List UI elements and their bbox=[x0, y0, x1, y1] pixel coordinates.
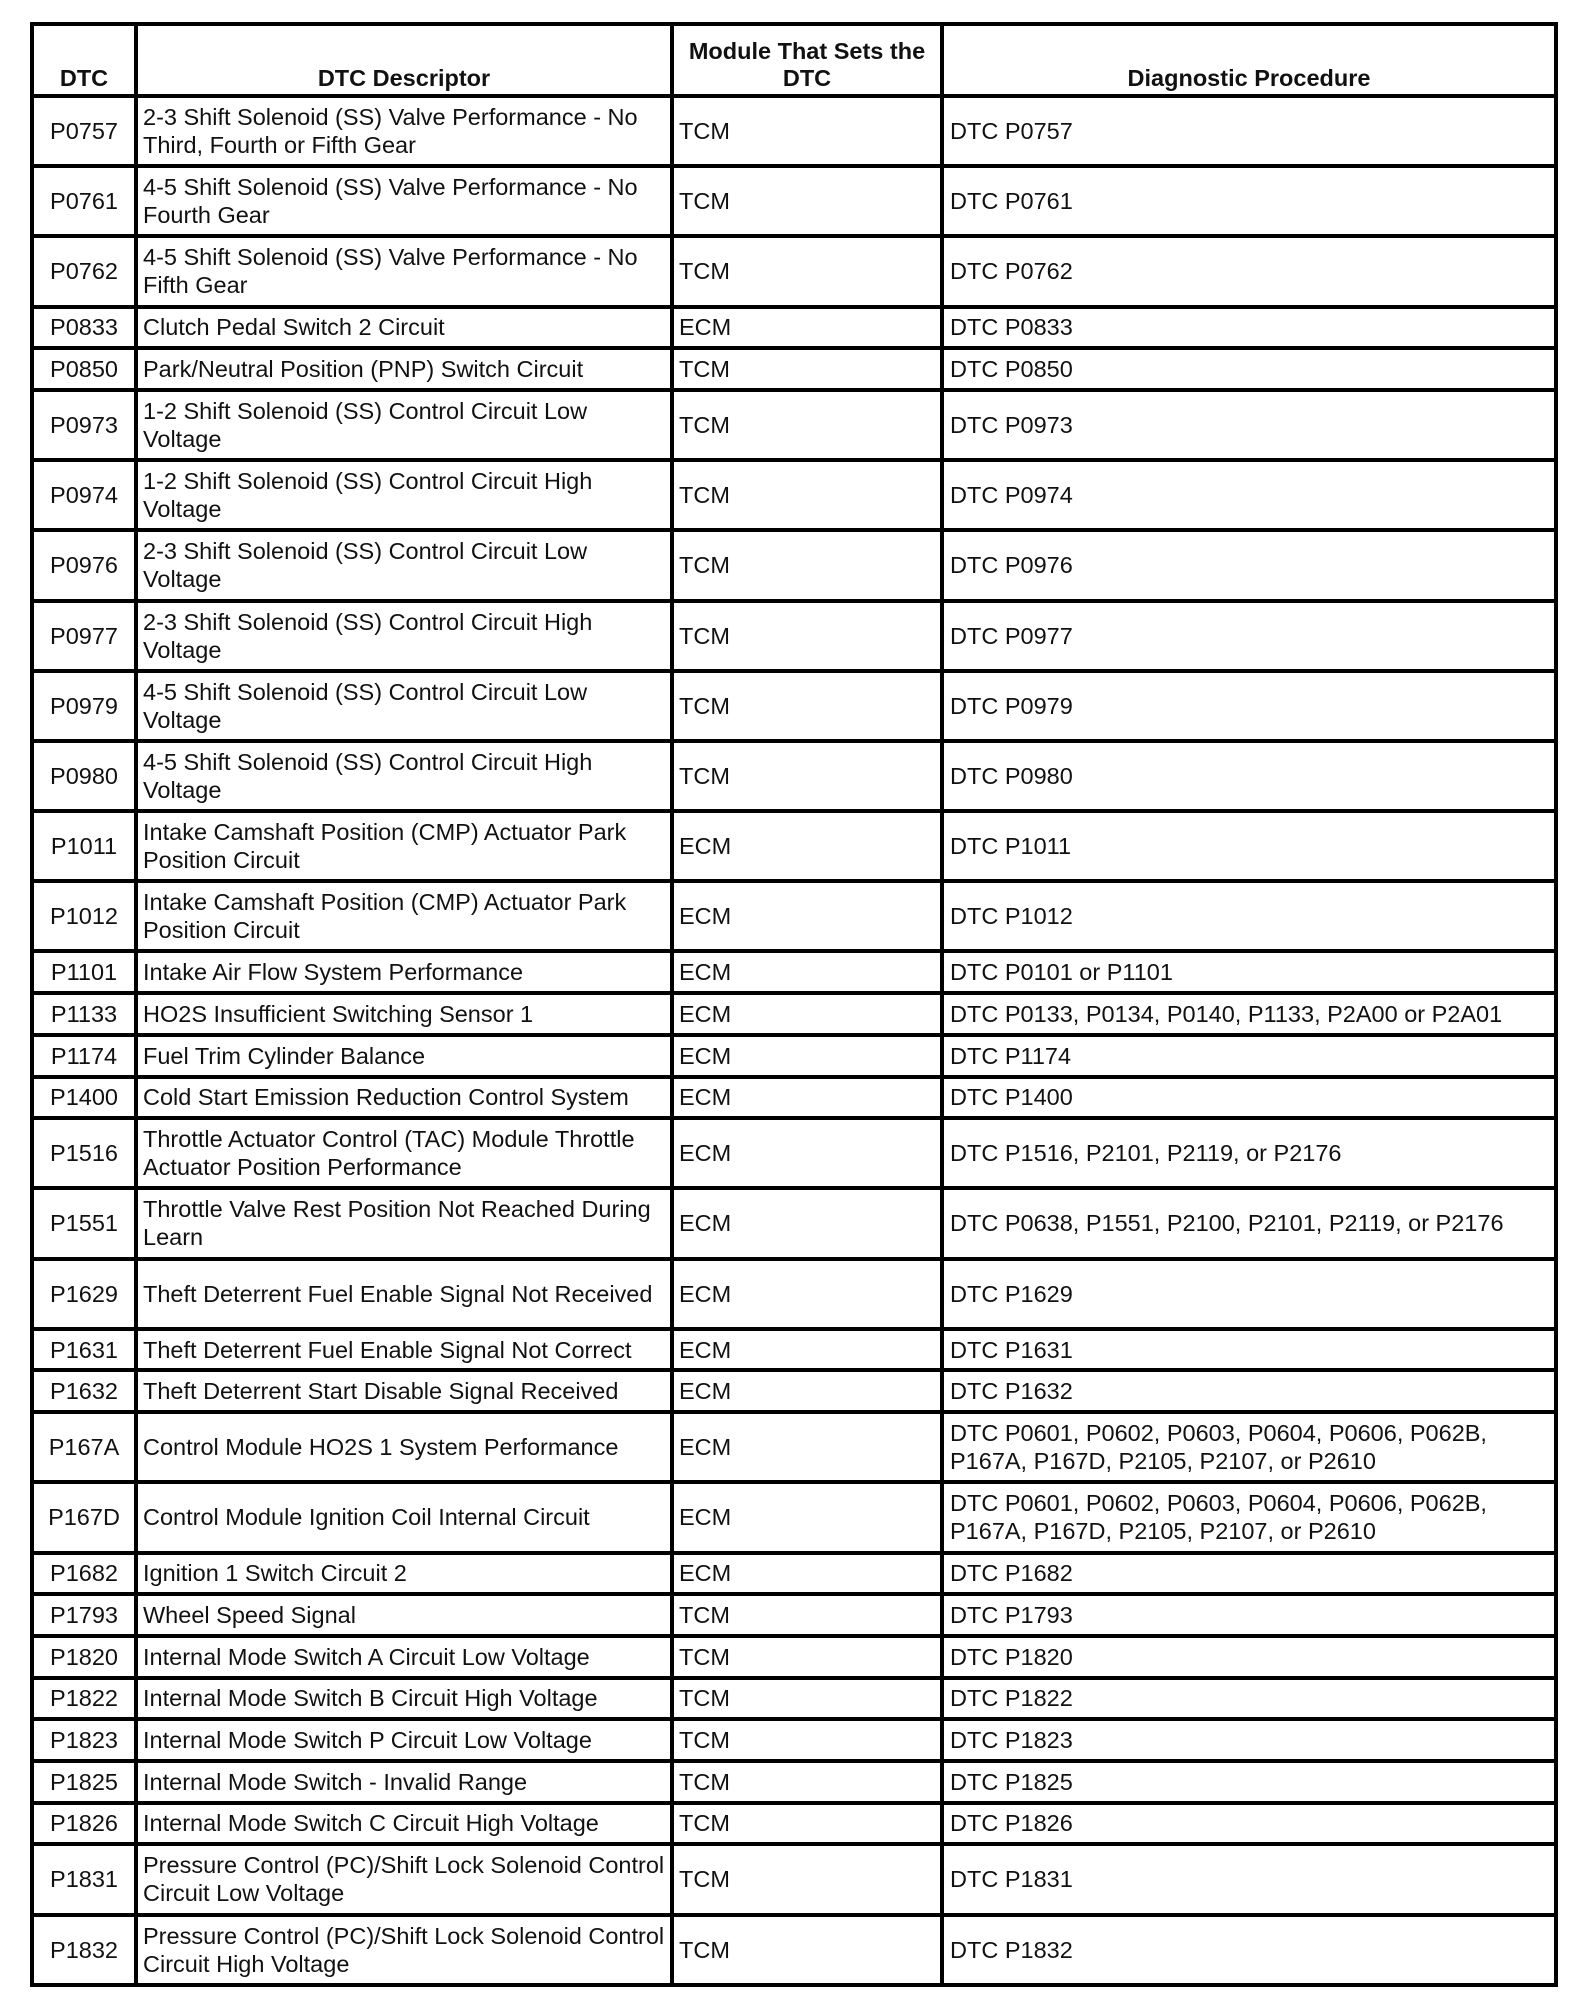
dtc-code-cell: P0979 bbox=[32, 671, 136, 741]
module-cell: ECM bbox=[672, 1482, 942, 1552]
dtc-code-cell: P1101 bbox=[32, 951, 136, 993]
module-cell: ECM bbox=[672, 993, 942, 1035]
diagnostic-procedure-cell: DTC P1832 bbox=[942, 1915, 1556, 1985]
dtc-code-cell: P1682 bbox=[32, 1553, 136, 1595]
diagnostic-procedure-cell: DTC P0757 bbox=[942, 96, 1556, 166]
module-cell: TCM bbox=[672, 166, 942, 236]
dtc-descriptor-cell: 4-5 Shift Solenoid (SS) Valve Performance - No Fourth Gear bbox=[136, 166, 672, 236]
table-row bbox=[32, 1118, 1556, 1188]
table-row bbox=[32, 1370, 1556, 1412]
table-row bbox=[32, 1844, 1556, 1914]
dtc-code-cell: P0762 bbox=[32, 236, 136, 306]
dtc-code-cell: P1823 bbox=[32, 1719, 136, 1761]
diagnostic-procedure-cell: DTC P1632 bbox=[942, 1370, 1556, 1412]
dtc-code-cell: P1012 bbox=[32, 881, 136, 951]
dtc-code-cell: P0833 bbox=[32, 307, 136, 349]
diagnostic-procedure-cell: DTC P1012 bbox=[942, 881, 1556, 951]
dtc-code-cell: P0973 bbox=[32, 390, 136, 460]
dtc-code-cell: P1826 bbox=[32, 1803, 136, 1845]
diagnostic-procedure-cell: DTC P1831 bbox=[942, 1844, 1556, 1914]
dtc-table bbox=[30, 22, 1558, 1987]
table-row bbox=[32, 1594, 1556, 1636]
dtc-code-cell: P1174 bbox=[32, 1035, 136, 1077]
table-row bbox=[32, 601, 1556, 671]
dtc-descriptor-cell: Internal Mode Switch C Circuit High Voltage bbox=[136, 1803, 672, 1845]
table-row bbox=[32, 1412, 1556, 1482]
dtc-code-cell: P0977 bbox=[32, 601, 136, 671]
dtc-code-cell: P0980 bbox=[32, 741, 136, 811]
dtc-descriptor-cell: Theft Deterrent Start Disable Signal Received bbox=[136, 1370, 672, 1412]
table-row bbox=[32, 1482, 1556, 1552]
table-row bbox=[32, 460, 1556, 530]
dtc-code-cell: P0850 bbox=[32, 348, 136, 390]
dtc-descriptor-cell: Fuel Trim Cylinder Balance bbox=[136, 1035, 672, 1077]
module-cell: TCM bbox=[672, 1594, 942, 1636]
module-cell: TCM bbox=[672, 1915, 942, 1985]
dtc-descriptor-cell: 1-2 Shift Solenoid (SS) Control Circuit Low Voltage bbox=[136, 390, 672, 460]
diagnostic-procedure-cell: DTC P0133, P0134, P0140, P1133, P2A00 or P2A01 bbox=[942, 993, 1556, 1035]
dtc-code-cell: P1516 bbox=[32, 1118, 136, 1188]
dtc-descriptor-cell: Clutch Pedal Switch 2 Circuit bbox=[136, 307, 672, 349]
diagnostic-procedure-cell: DTC P1400 bbox=[942, 1077, 1556, 1119]
module-cell: ECM bbox=[672, 811, 942, 881]
diagnostic-procedure-cell: DTC P0850 bbox=[942, 348, 1556, 390]
dtc-descriptor-cell: Theft Deterrent Fuel Enable Signal Not Received bbox=[136, 1259, 672, 1329]
diagnostic-procedure-cell: DTC P0101 or P1101 bbox=[942, 951, 1556, 993]
table-row bbox=[32, 1915, 1556, 1985]
diagnostic-procedure-cell: DTC P1516, P2101, P2119, or P2176 bbox=[942, 1118, 1556, 1188]
dtc-code-cell: P1629 bbox=[32, 1259, 136, 1329]
diagnostic-procedure-cell: DTC P1826 bbox=[942, 1803, 1556, 1845]
table-row bbox=[32, 951, 1556, 993]
module-cell: TCM bbox=[672, 1803, 942, 1845]
module-cell: ECM bbox=[672, 1259, 942, 1329]
dtc-descriptor-cell: Intake Air Flow System Performance bbox=[136, 951, 672, 993]
dtc-descriptor-cell: 4-5 Shift Solenoid (SS) Control Circuit Low Voltage bbox=[136, 671, 672, 741]
dtc-descriptor-cell: Cold Start Emission Reduction Control System bbox=[136, 1077, 672, 1119]
table-row bbox=[32, 1188, 1556, 1258]
dtc-code-cell: P1631 bbox=[32, 1329, 136, 1371]
table-row bbox=[32, 1553, 1556, 1595]
table-row bbox=[32, 1636, 1556, 1678]
table-row bbox=[32, 1678, 1556, 1720]
dtc-code-cell: P0757 bbox=[32, 96, 136, 166]
table-row bbox=[32, 530, 1556, 600]
module-cell: ECM bbox=[672, 1370, 942, 1412]
module-cell: ECM bbox=[672, 1553, 942, 1595]
table-row bbox=[32, 811, 1556, 881]
diagnostic-procedure-cell: DTC P0601, P0602, P0603, P0604, P0606, P062B, P167A, P167D, P2105, P2107, or P2610 bbox=[942, 1412, 1556, 1482]
diagnostic-procedure-cell: DTC P0977 bbox=[942, 601, 1556, 671]
diagnostic-procedure-cell: DTC P1174 bbox=[942, 1035, 1556, 1077]
module-cell: ECM bbox=[672, 1188, 942, 1258]
table-header-row bbox=[32, 24, 1556, 96]
diagnostic-procedure-cell: DTC P0979 bbox=[942, 671, 1556, 741]
table-row bbox=[32, 1803, 1556, 1845]
dtc-code-cell: P1793 bbox=[32, 1594, 136, 1636]
dtc-code-cell: P1832 bbox=[32, 1915, 136, 1985]
module-cell: TCM bbox=[672, 741, 942, 811]
diagnostic-procedure-cell: DTC P0601, P0602, P0603, P0604, P0606, P062B, P167A, P167D, P2105, P2107, or P2610 bbox=[942, 1482, 1556, 1552]
dtc-code-cell: P1825 bbox=[32, 1761, 136, 1803]
dtc-code-cell: P1831 bbox=[32, 1844, 136, 1914]
diagnostic-procedure-cell: DTC P1793 bbox=[942, 1594, 1556, 1636]
dtc-code-cell: P1011 bbox=[32, 811, 136, 881]
header-procedure: Diagnostic Procedure bbox=[942, 24, 1556, 96]
module-cell: TCM bbox=[672, 1844, 942, 1914]
module-cell: TCM bbox=[672, 1678, 942, 1720]
dtc-descriptor-cell: Pressure Control (PC)/Shift Lock Solenoid Control Circuit Low Voltage bbox=[136, 1844, 672, 1914]
dtc-code-cell: P1632 bbox=[32, 1370, 136, 1412]
diagnostic-procedure-cell: DTC P1825 bbox=[942, 1761, 1556, 1803]
dtc-descriptor-cell: 4-5 Shift Solenoid (SS) Control Circuit High Voltage bbox=[136, 741, 672, 811]
module-cell: ECM bbox=[672, 881, 942, 951]
module-cell: TCM bbox=[672, 1761, 942, 1803]
table-row bbox=[32, 1329, 1556, 1371]
module-cell: ECM bbox=[672, 1329, 942, 1371]
table-row bbox=[32, 166, 1556, 236]
module-cell: ECM bbox=[672, 1118, 942, 1188]
table-row bbox=[32, 1035, 1556, 1077]
dtc-descriptor-cell: Internal Mode Switch A Circuit Low Voltage bbox=[136, 1636, 672, 1678]
dtc-descriptor-cell: Theft Deterrent Fuel Enable Signal Not Correct bbox=[136, 1329, 672, 1371]
dtc-descriptor-cell: Internal Mode Switch - Invalid Range bbox=[136, 1761, 672, 1803]
diagnostic-procedure-cell: DTC P0973 bbox=[942, 390, 1556, 460]
diagnostic-procedure-cell: DTC P0762 bbox=[942, 236, 1556, 306]
dtc-descriptor-cell: Intake Camshaft Position (CMP) Actuator Park Position Circuit bbox=[136, 881, 672, 951]
diagnostic-procedure-cell: DTC P0980 bbox=[942, 741, 1556, 811]
dtc-code-cell: P167A bbox=[32, 1412, 136, 1482]
table-row bbox=[32, 741, 1556, 811]
dtc-code-cell: P1133 bbox=[32, 993, 136, 1035]
diagnostic-procedure-cell: DTC P0638, P1551, P2100, P2101, P2119, or P2176 bbox=[942, 1188, 1556, 1258]
dtc-descriptor-cell: Park/Neutral Position (PNP) Switch Circuit bbox=[136, 348, 672, 390]
module-cell: TCM bbox=[672, 1636, 942, 1678]
dtc-code-cell: P1551 bbox=[32, 1188, 136, 1258]
header-descriptor: DTC Descriptor bbox=[136, 24, 672, 96]
dtc-descriptor-cell: 2-3 Shift Solenoid (SS) Valve Performance - No Third, Fourth or Fifth Gear bbox=[136, 96, 672, 166]
dtc-descriptor-cell: Internal Mode Switch B Circuit High Voltage bbox=[136, 1678, 672, 1720]
header-module: Module That Sets the DTC bbox=[672, 24, 942, 96]
diagnostic-procedure-cell: DTC P1823 bbox=[942, 1719, 1556, 1761]
dtc-code-cell: P0976 bbox=[32, 530, 136, 600]
diagnostic-procedure-cell: DTC P1631 bbox=[942, 1329, 1556, 1371]
diagnostic-procedure-cell: DTC P1629 bbox=[942, 1259, 1556, 1329]
table-row bbox=[32, 993, 1556, 1035]
diagnostic-procedure-cell: DTC P0976 bbox=[942, 530, 1556, 600]
table-row bbox=[32, 390, 1556, 460]
table-row bbox=[32, 1259, 1556, 1329]
module-cell: TCM bbox=[672, 671, 942, 741]
table-row bbox=[32, 307, 1556, 349]
diagnostic-procedure-cell: DTC P1822 bbox=[942, 1678, 1556, 1720]
diagnostic-procedure-cell: DTC P0974 bbox=[942, 460, 1556, 530]
table-row bbox=[32, 236, 1556, 306]
dtc-code-cell: P167D bbox=[32, 1482, 136, 1552]
diagnostic-procedure-cell: DTC P0833 bbox=[942, 307, 1556, 349]
module-cell: TCM bbox=[672, 236, 942, 306]
dtc-code-cell: P0974 bbox=[32, 460, 136, 530]
dtc-descriptor-cell: 1-2 Shift Solenoid (SS) Control Circuit High Voltage bbox=[136, 460, 672, 530]
module-cell: ECM bbox=[672, 307, 942, 349]
table-row bbox=[32, 1719, 1556, 1761]
table-row bbox=[32, 348, 1556, 390]
table-row bbox=[32, 1761, 1556, 1803]
dtc-descriptor-cell: 2-3 Shift Solenoid (SS) Control Circuit High Voltage bbox=[136, 601, 672, 671]
dtc-descriptor-cell: 2-3 Shift Solenoid (SS) Control Circuit Low Voltage bbox=[136, 530, 672, 600]
dtc-descriptor-cell: Control Module Ignition Coil Internal Circuit bbox=[136, 1482, 672, 1552]
table-row bbox=[32, 881, 1556, 951]
module-cell: TCM bbox=[672, 460, 942, 530]
diagnostic-procedure-cell: DTC P1820 bbox=[942, 1636, 1556, 1678]
dtc-descriptor-cell: Intake Camshaft Position (CMP) Actuator Park Position Circuit bbox=[136, 811, 672, 881]
table-row bbox=[32, 671, 1556, 741]
dtc-code-cell: P1400 bbox=[32, 1077, 136, 1119]
header-dtc: DTC bbox=[32, 24, 136, 96]
dtc-descriptor-cell: Internal Mode Switch P Circuit Low Voltage bbox=[136, 1719, 672, 1761]
module-cell: ECM bbox=[672, 1412, 942, 1482]
table-row bbox=[32, 96, 1556, 166]
dtc-descriptor-cell: Ignition 1 Switch Circuit 2 bbox=[136, 1553, 672, 1595]
diagnostic-procedure-cell: DTC P0761 bbox=[942, 166, 1556, 236]
dtc-descriptor-cell: Pressure Control (PC)/Shift Lock Solenoid Control Circuit High Voltage bbox=[136, 1915, 672, 1985]
diagnostic-procedure-cell: DTC P1011 bbox=[942, 811, 1556, 881]
dtc-descriptor-cell: Throttle Valve Rest Position Not Reached During Learn bbox=[136, 1188, 672, 1258]
dtc-code-cell: P1820 bbox=[32, 1636, 136, 1678]
module-cell: ECM bbox=[672, 1077, 942, 1119]
dtc-descriptor-cell: Throttle Actuator Control (TAC) Module Throttle Actuator Position Performance bbox=[136, 1118, 672, 1188]
table-row bbox=[32, 1077, 1556, 1119]
module-cell: TCM bbox=[672, 530, 942, 600]
module-cell: TCM bbox=[672, 1719, 942, 1761]
module-cell: TCM bbox=[672, 348, 942, 390]
dtc-code-cell: P1822 bbox=[32, 1678, 136, 1720]
module-cell: TCM bbox=[672, 96, 942, 166]
dtc-descriptor-cell: Wheel Speed Signal bbox=[136, 1594, 672, 1636]
diagnostic-procedure-cell: DTC P1682 bbox=[942, 1553, 1556, 1595]
module-cell: ECM bbox=[672, 951, 942, 993]
dtc-descriptor-cell: 4-5 Shift Solenoid (SS) Valve Performance - No Fifth Gear bbox=[136, 236, 672, 306]
dtc-descriptor-cell: HO2S Insufficient Switching Sensor 1 bbox=[136, 993, 672, 1035]
module-cell: TCM bbox=[672, 390, 942, 460]
dtc-code-cell: P0761 bbox=[32, 166, 136, 236]
module-cell: TCM bbox=[672, 601, 942, 671]
module-cell: ECM bbox=[672, 1035, 942, 1077]
dtc-descriptor-cell: Control Module HO2S 1 System Performance bbox=[136, 1412, 672, 1482]
